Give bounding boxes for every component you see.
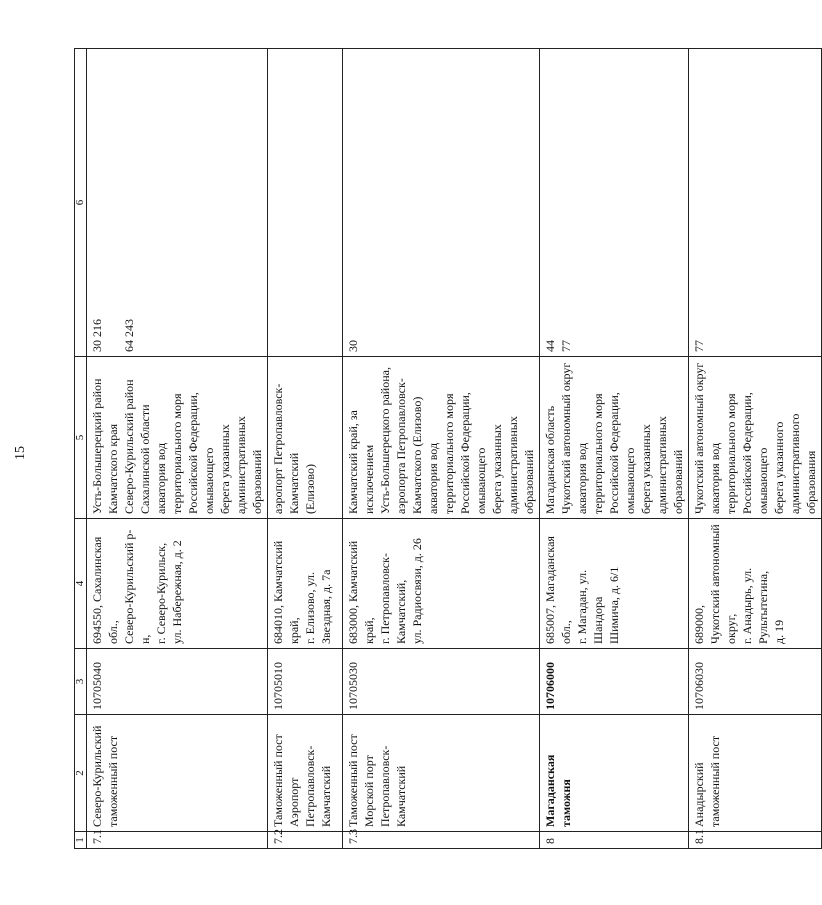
row-number: 8 [540, 832, 689, 849]
table-row [689, 49, 822, 849]
region-codes: 77 [689, 49, 822, 357]
column-header: 3 [75, 649, 87, 715]
post-name: Северо-Курильский таможенный пост [87, 715, 268, 832]
post-region: Камчатский край, за исключением Усть-Большерецкого района, аэропорта Петропавловск- Камчатского (Елизово) акватория вод территориального моря Российской Федерации, омывающего берега указанных административных образований [343, 357, 540, 519]
row-number: 7.1 [87, 832, 268, 849]
row-number: 8.1 [689, 832, 822, 849]
post-region: Чукотский автономный округ акватория вод территориального моря Российской Федерации, омывающего берега указанного административного образования [689, 357, 822, 519]
page-number: 15 [13, 446, 28, 460]
post-address: 685007, Магаданская обл., г. Магадан, ул. Шандора Шимича, д. 6/1 [540, 519, 689, 649]
column-header: 4 [75, 519, 87, 649]
customs-name: Магаданская таможня [540, 715, 689, 832]
post-name: Анадырский таможенный пост [689, 715, 822, 832]
column-header: 5 [75, 357, 87, 519]
post-code: 10706030 [689, 649, 822, 715]
post-address: 683000, Камчатский край, г. Петропавловск-Камчатский, ул. Радиосвязи, д. 26 [343, 519, 540, 649]
column-header: 6 [75, 49, 87, 357]
post-code: 10705010 [268, 649, 343, 715]
post-code: 10705030 [343, 649, 540, 715]
column-header: 2 [75, 715, 87, 832]
region-codes: 30 [343, 49, 540, 357]
post-address: 684010, Камчатский край, г. Елизово, ул. Звездная, д. 7а [268, 519, 343, 649]
post-region: Усть-Большерецкий район Камчатского края Северо-Курильский район Сахалинской области акватория вод территориального моря Российской Федерации, омывающего берега указанных административных образований [87, 357, 268, 519]
table-header-row [75, 49, 87, 849]
row-number: 7.3 [343, 832, 540, 849]
post-name: Таможенный пост Морской порт Петропавловск-Камчатский [343, 715, 540, 832]
post-region: Магаданская область Чукотский автономный округ акватория вод территориального моря Российской Федерации, омывающего берега указанных административных образований [540, 357, 689, 519]
table-row [87, 49, 268, 849]
post-address: 694550, Сахалинская обл., Северо-Курильский р-н, г. Северо-Курильск, ул. Набережная, д. 2 [87, 519, 268, 649]
table-row [540, 49, 689, 849]
region-codes [268, 49, 343, 357]
row-number: 7.2 [268, 832, 343, 849]
post-code: 10705040 [87, 649, 268, 715]
table-row [343, 49, 540, 849]
region-codes: 44 77 [540, 49, 689, 357]
customs-posts-table [74, 48, 822, 849]
post-address: 689000, Чукотский автономный округ, г. Анадырь, ул. Рультытегина, д. 19 [689, 519, 822, 649]
post-name: Таможенный пост Аэропорт Петропавловск-Камчатский [268, 715, 343, 832]
table-row [268, 49, 343, 849]
region-codes: 30 216 64 243 [87, 49, 268, 357]
column-header: 1 [75, 832, 87, 849]
post-region: аэропорт Петропавловск-Камчатский (Елизово) [268, 357, 343, 519]
customs-code: 10706000 [540, 649, 689, 715]
